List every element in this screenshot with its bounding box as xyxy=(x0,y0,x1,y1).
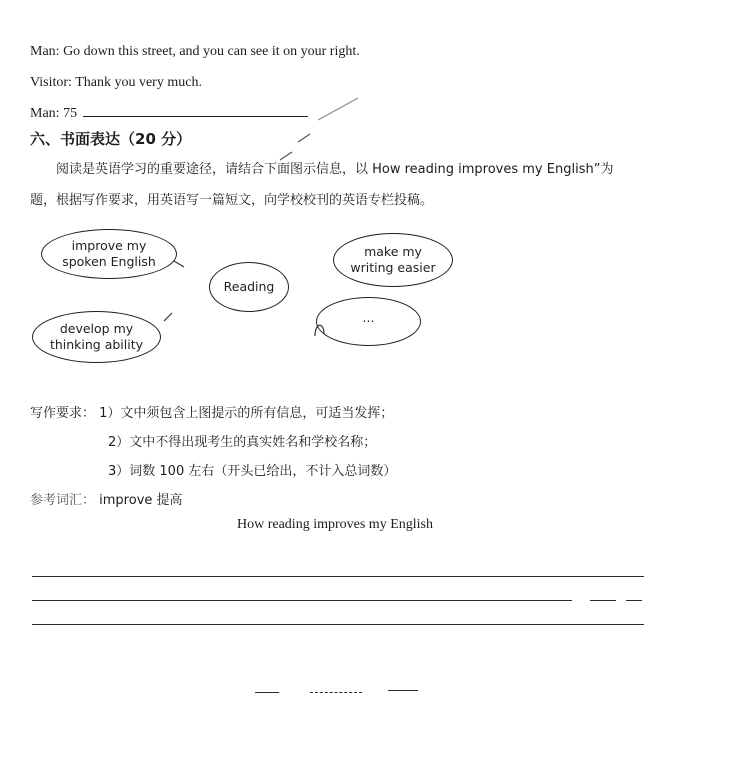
reference-text: improve 提高 xyxy=(99,493,183,508)
bubble-line: make my xyxy=(364,244,422,259)
faint-line-fragment xyxy=(310,692,362,693)
requirement-2: 2）文中不得出现考生的真实姓名和学校名称； xyxy=(108,435,377,450)
reference-label: 参考词汇： xyxy=(30,493,96,508)
writing-line[interactable] xyxy=(32,576,644,577)
speaker: Visitor: xyxy=(30,75,72,90)
bubble-line: develop my xyxy=(59,321,134,336)
section-title: 六、书面表达（20 分） xyxy=(30,130,192,148)
bubble-line: thinking ability xyxy=(49,337,144,352)
connector-marks xyxy=(160,255,200,335)
dialogue-line-1 xyxy=(30,44,360,60)
writing-line-fragment xyxy=(590,600,616,601)
ellipsis-label: ... xyxy=(362,309,375,325)
writing-line[interactable] xyxy=(32,624,644,625)
faint-line-fragment xyxy=(255,692,279,693)
faint-line-fragment xyxy=(388,690,418,691)
essay-title: How reading improves my English xyxy=(237,517,433,532)
dialogue-text: Thank you very much. xyxy=(75,75,202,90)
reference-vocab xyxy=(30,489,183,508)
writing-line-fragment xyxy=(626,600,642,601)
requirement-1 xyxy=(30,402,393,421)
requirements-label: 写作要求： xyxy=(30,406,96,421)
speaker: Man: xyxy=(30,44,60,59)
writing-line[interactable] xyxy=(32,600,572,601)
bubble-thinking-ability xyxy=(32,311,161,363)
bubble-line: writing easier xyxy=(350,260,436,275)
dialogue-text: Go down this street, and you can see it on your right. xyxy=(63,44,360,59)
bubble-writing-easier xyxy=(333,233,453,287)
question-number: 75 xyxy=(63,106,78,121)
bubble-line: improve my xyxy=(71,238,147,253)
speaker: Man: xyxy=(30,106,60,121)
bubble-spoken-english xyxy=(41,229,177,279)
instruction-line-1: 阅读是英语学习的重要途径，请结合下面图示信息，以 How reading improves my English”为 xyxy=(56,162,614,177)
hook-mark xyxy=(312,318,332,340)
dialogue-line-2 xyxy=(30,75,202,91)
requirement-3: 3）词数 100 左右（开头已给出，不计入总词数） xyxy=(108,464,397,479)
bubble-reading-center xyxy=(209,262,289,312)
requirement-text: 1）文中须包含上图提示的所有信息，可适当发挥； xyxy=(99,406,394,421)
instruction-line-2: 题，根据写作要求，用英语写一篇短文，向学校校刊的英语专栏投稿。 xyxy=(30,193,434,208)
bubble-line: spoken English xyxy=(62,254,156,269)
center-label: Reading xyxy=(223,279,275,294)
